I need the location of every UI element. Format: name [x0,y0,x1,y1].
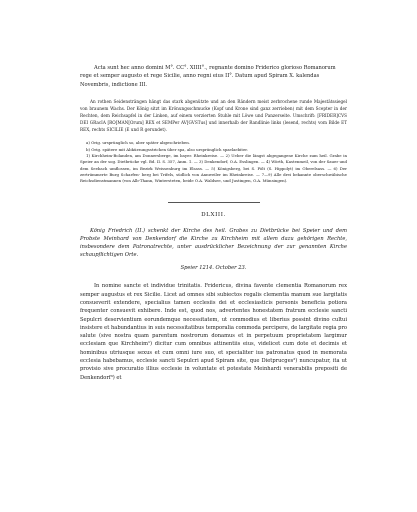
charter-line-5: fratrum ecclesie sancti Sepulcri deservientium eorundemque necessitatem, ut commodius [80,308,347,323]
seal-description [80,99,347,134]
summary-line-2: dem Probste Meinhard von Denkendorf die Kirche zu Kirchheim mit allem dazu gehörigen [80,227,347,242]
seal-line-4: Löwe und Panzerseite. Umschrift: [FRIDER]CVS DEI GRacIA [RO]MAN[Orum] REX et SEMPer AV[GVSTus] [80,112,347,125]
closing-paragraph [80,64,347,89]
charter-line-1: In nomine sancte et individue trinitatis. Fridericus, divina favente clementia Romanorum [94,283,337,290]
document-date: Speier 1214. October 23. [180,265,247,272]
footnote-line-3: Esslingen. — 4) Wörth, Kastenmeil, von der Sauer und dem Seebach umflossen, im Bezirk Weissenburg im [80,159,347,171]
charter-line-12: illius ecclesie in voluntate et potestate Meinhardi venerabilis prepositi de Denkendorf³) et [80,366,347,381]
charter-line-7: commoda percipere, de largitate regia pro salute (sive nostra quam parentum nostrorum [80,324,348,340]
charter-line-11: sancti Sepulcri apud Spiram site, que Dietprucges²) nuncupatur, ita ut provisio sive procuratio [80,357,347,373]
summary-line-4: genannten Kirche schaupflichtigen Orte. [80,243,348,259]
summary-line-1: König Friedrich (II.) schenkt der Kirche des heil. Grabes zu Dietbrücke bei Speier und [90,227,333,234]
footnote-line-6: Reichsdienstmannen (von Alb-Thann, Wintersteten, beide O.A. Waldsee, und Justingen, O.A. Münsingen). [80,178,288,184]
charter-text [80,282,347,382]
closing-line-1: Acta sunt hec anno domini M°. CC°. XIIII°., regnante domino Friderico glorioso Romanorum [94,65,336,71]
footnote-b: b) Orig. spätere mit Abkürzungsstrichen über spa, also ursprünglich spaelaebiter. [86,146,248,152]
charter-line-3: sue largitatis consueverit extendere, specialius tamen ecclesiis dei et ecclesiasticis personis [80,291,347,306]
footnote-a: a) Orig. ursprünglich so, aber später abgeschrieben. [86,140,190,146]
document-summary [80,227,347,260]
seal-line-1: An rothen Seidensträngen hängt das stark abgenützte und an den Rändern meist zerbrochene runde [90,98,312,104]
footnote-line-4: Elsass. — 5) Königsberg, bei S. Pölt (S. Hippolyt) im Oberelsass. — 6) Der zertrümmerte Burg Scharfen- [80,165,347,177]
section-divider [168,202,260,203]
charter-line-4: beneficia potiora frequenter consuevit exhibere. Inde est, quod nos, advertentes honestatem [80,299,347,315]
closing-line-3: Novembris, indictione III. [80,81,147,88]
charter-line-6: et liberius possint divino cultui insistere et habundantius in suis necessitatibus temporalia [80,316,347,331]
footnote-line-2: Kirche zum heil. Grabe in Speier an der sog. Dietbrücke vgl. Bd. II. S. 357, Anm. 1. — 3) Denkendorf, O.A. [80,153,347,165]
footnotes-block [80,140,347,184]
charter-line-9: omnibus attinentiis eius, videlicet cum dote et decimis et hominibus utriusque sexus et cum [80,341,347,356]
charter-line-10: omni iure suo, et specialiter ius patronatus quod in memorata ecclesia habebamus, ecclesie [80,349,347,364]
document-number: DLXIII. [201,211,226,218]
charter-line-2: rex semper augustus et rex Sicilie. Licet ad omnes sibi subiectos regalis clementia manum [80,283,347,298]
seal-line-3: zerrieben) mit dem Scepter in der Rechten, dem Reichsapfel in der Linken, auf einem verzierten Stuhle mit [80,105,347,118]
summary-line-3: Rechte, insbesondere dem Patronatrechte, unter ausdrücklicher Bezeichnung der zur [80,235,348,250]
closing-line-2: rege et semper augusto et rege Sicilie, anno regni eius II°. Datum apud Spiram X. kalendas [80,73,320,80]
footnote-line-1: 1) Kirchheim-Bolanden, am Donnersberge, im bayer. Rheinkreise. — 2) Ueber die längst abgegangene [86,153,294,159]
charter-line-8: donamus et in perpetuum proprietatem largimur ecclesiam que Kirchheim¹) dicitur cum [80,333,347,348]
seal-line-2: Majestätssiegel von braunem Wachs. Der König sitzt im Krönungsschmucke (Kopf und Krone sind ganz [80,98,347,111]
footnote-numbered [80,153,347,184]
seal-line-5: und innerhalb der Randlinie links (lesend, rechts) vom Bilde ET REX, rechts SICILIE (E und R gerundet). [80,119,347,132]
footnote-line-5: berg bei Trifels, südlich von Annweiler im Rheinkreise. — 7—9) Alle drei bekannte oberschwäbische [141,171,347,177]
